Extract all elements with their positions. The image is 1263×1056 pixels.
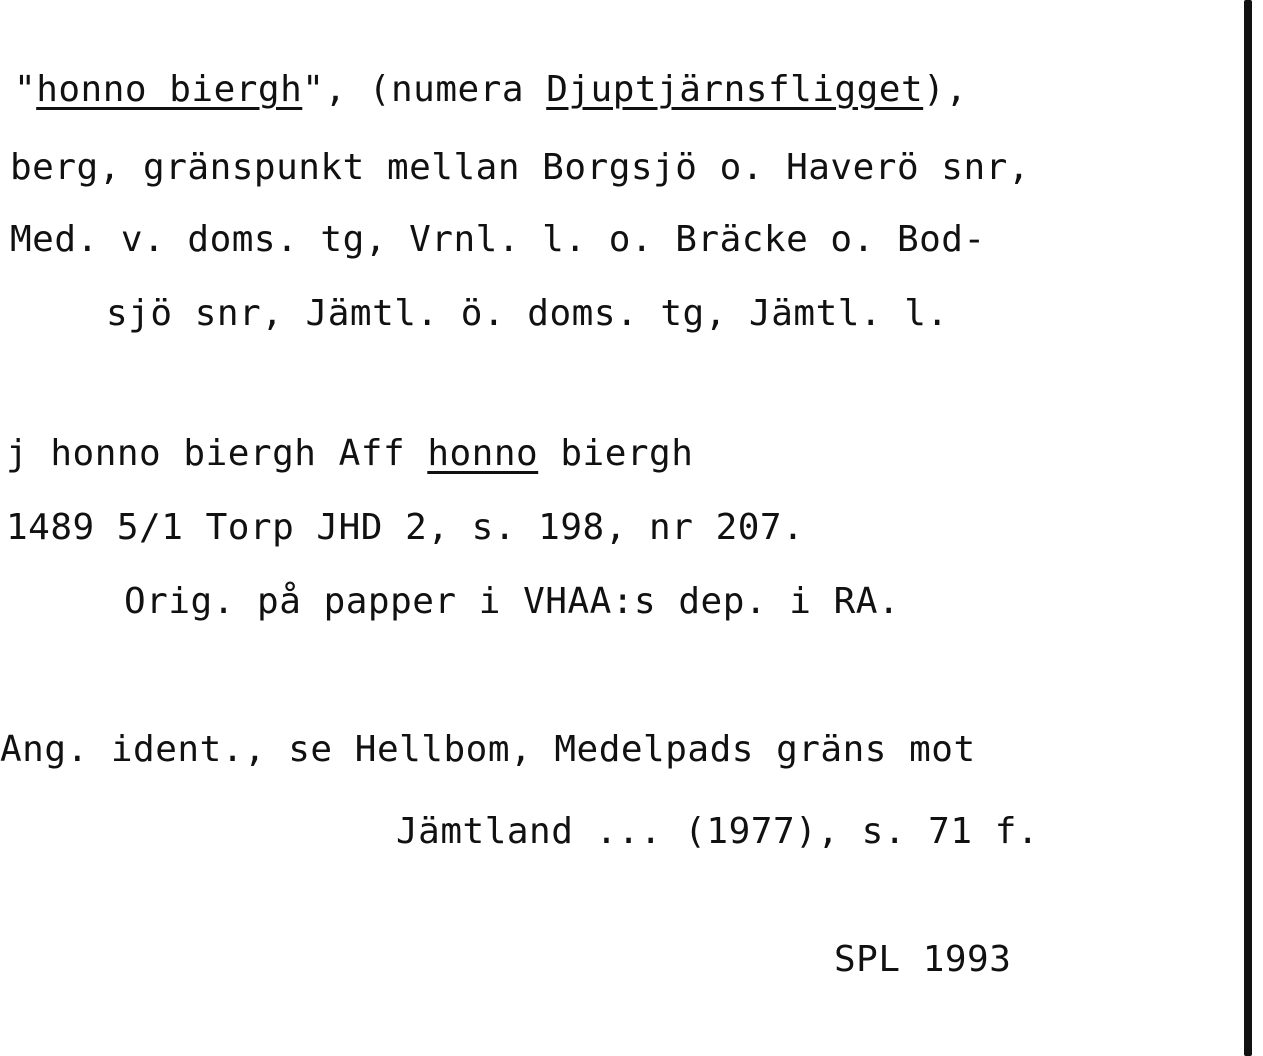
original-note: Orig. på papper i VHAA:s dep. i RA.	[124, 581, 901, 622]
source-citation: 1489 5/1 Torp JHD 2, s. 198, nr 207.	[6, 507, 805, 548]
entry-heading	[14, 69, 968, 110]
card-edge-line	[1244, 0, 1252, 1056]
heading-modern-name: Djuptjärnsfligget	[546, 69, 924, 110]
description-line-1: berg, gränspunkt mellan Borgsjö o. Haverö snr,	[10, 147, 1030, 188]
source-form-c: biergh	[538, 433, 694, 474]
description-line-3: sjö snr, Jämtl. ö. doms. tg, Jämtl. l.	[106, 293, 949, 334]
source-form-b: honno	[427, 433, 539, 474]
heading-open-quote: "	[14, 69, 37, 110]
heading-place-name: honno biergh	[36, 69, 303, 110]
source-forms-line	[6, 433, 694, 474]
identification-line-1: Ang. ident., se Hellbom, Medelpads gräns mot	[0, 729, 976, 770]
identification-line-2: Jämtland ... (1977), s. 71 f.	[396, 811, 1040, 852]
source-form-a: j honno biergh Aff	[6, 433, 428, 474]
heading-separator: ", (numera	[302, 69, 547, 110]
description-line-2: Med. v. doms. tg, Vrnl. l. o. Bräcke o. Bod-	[10, 219, 986, 260]
signature: SPL 1993	[834, 939, 1012, 980]
heading-close: ),	[923, 69, 968, 110]
